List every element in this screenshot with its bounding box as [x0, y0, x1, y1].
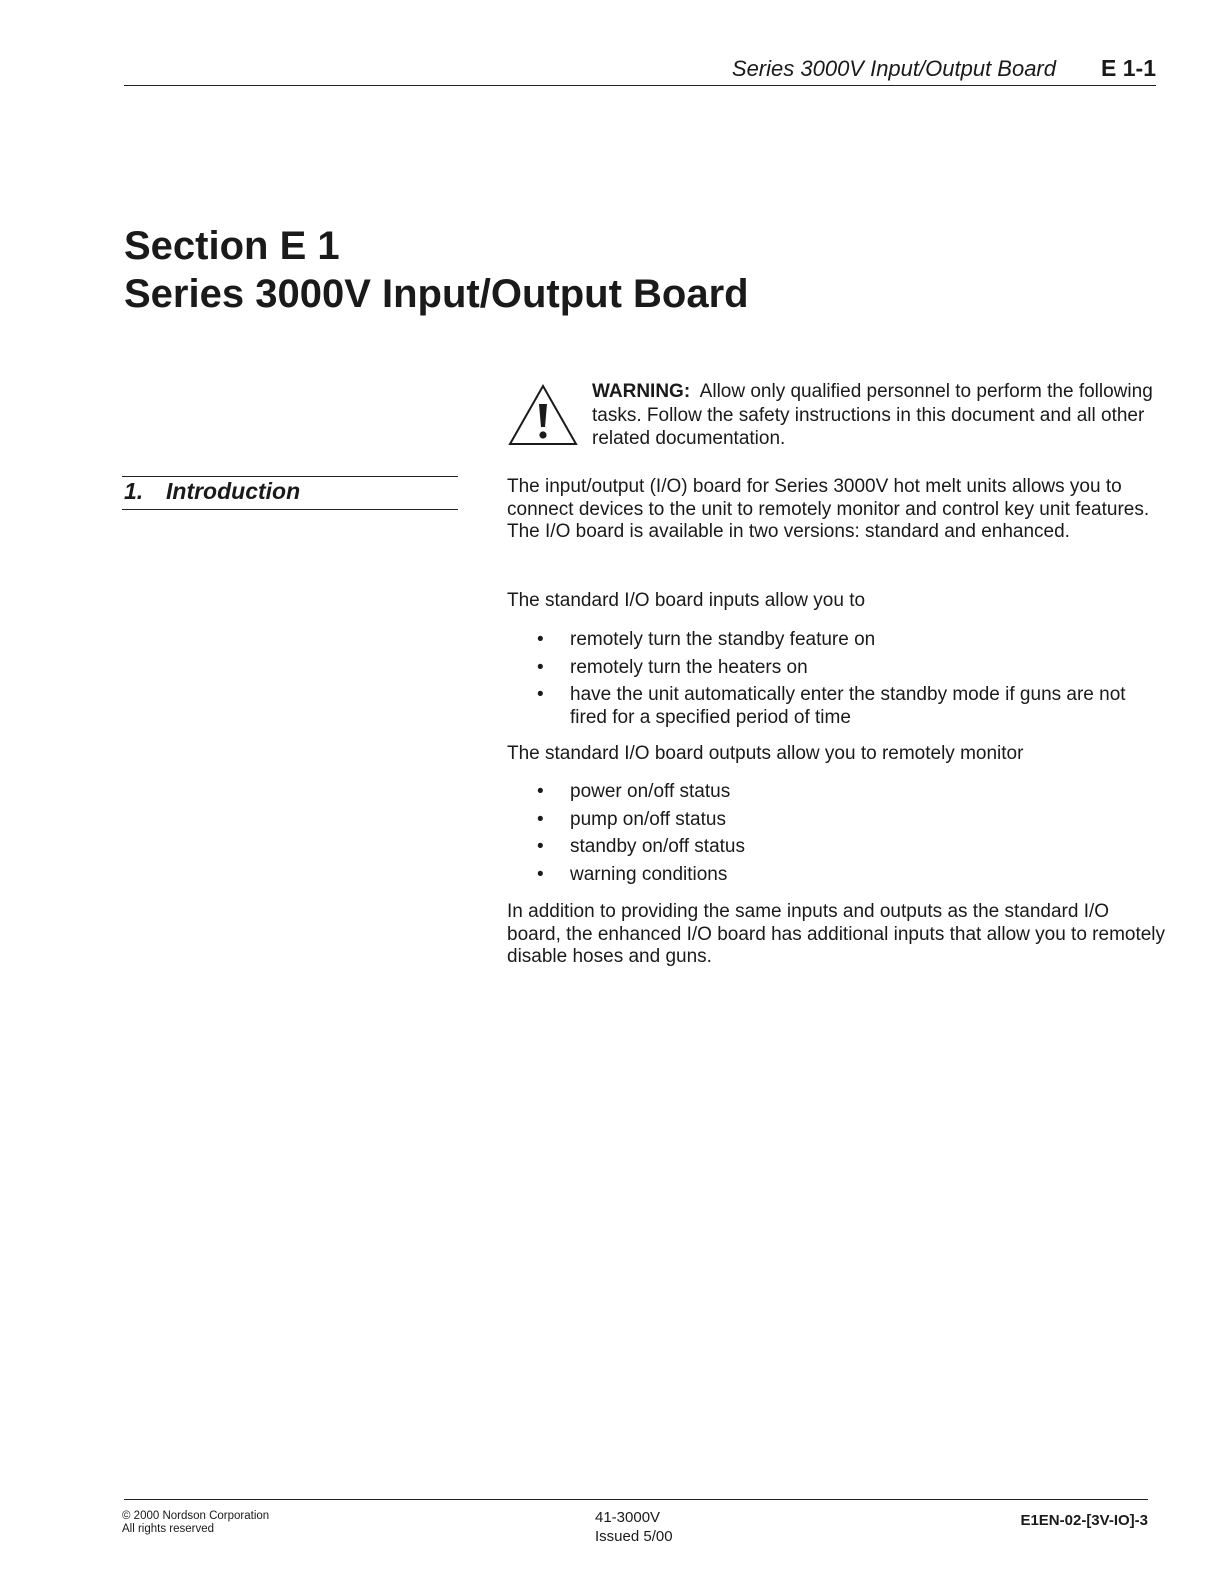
section-title-line2: Series 3000V Input/Output Board	[124, 272, 749, 316]
list-item	[507, 780, 1167, 803]
list-item-text: have the unit automatically enter the standby mode if guns are not fired for a specified period of time	[570, 684, 1126, 728]
list-item	[507, 808, 1167, 831]
rights-text: All rights reserved	[122, 1523, 215, 1535]
list-item-text: pump on/off status	[570, 808, 726, 830]
list-item-text: warning conditions	[570, 863, 728, 885]
heading-number: 1.	[124, 478, 144, 504]
introduction-heading	[124, 478, 300, 505]
warning-message	[592, 380, 1162, 451]
footer-doc-code: E1EN-02-[3V-IO]-3	[1020, 1512, 1148, 1529]
footer-rule	[124, 1499, 1148, 1500]
list-item	[507, 683, 1167, 729]
bullet-icon: •	[537, 781, 544, 802]
header-rule	[124, 85, 1156, 86]
bullet-icon: •	[537, 836, 544, 857]
bullet-icon: •	[537, 863, 544, 885]
footer-part-info	[595, 1508, 673, 1546]
bullet-icon: •	[537, 656, 544, 678]
list-item-text: standby on/off status	[570, 836, 745, 857]
section-title-line1: Section E 1	[124, 224, 340, 268]
intro-paragraph: The input/output (I/O) board for Series 3000V hot melt units allows you to connect devices to the unit to remotely monitor and control key unit features. The I/O board is available in two versions: standard and enhanced.	[507, 476, 1150, 542]
heading-rule-top	[122, 476, 458, 477]
outputs-intro-paragraph: The standard I/O board outputs allow you to remotely monitor	[507, 743, 1024, 764]
inputs-intro-paragraph: The standard I/O board inputs allow you to	[507, 590, 866, 611]
list-item-text: remotely turn the heaters on	[570, 656, 808, 678]
page-number: E 1-1	[1101, 55, 1156, 81]
warning-body: Allow only qualified personnel to perform the following tasks. Follow the safety instructions in this document and all other related documentation.	[592, 381, 1153, 449]
bullet-icon: •	[537, 808, 544, 830]
list-item-text: power on/off status	[570, 781, 731, 802]
list-item	[507, 835, 1167, 858]
part-number: 41-3000V	[595, 1509, 661, 1526]
section-title	[124, 222, 749, 318]
warning-triangle-icon	[508, 384, 578, 446]
bullet-icon: •	[537, 629, 544, 650]
heading-text: Introduction	[166, 478, 301, 504]
copyright-text: © 2000 Nordson Corporation	[122, 1510, 270, 1522]
inputs-list	[507, 628, 1167, 734]
footer-copyright	[122, 1510, 269, 1536]
bullet-icon: •	[537, 684, 544, 705]
issued-date: Issued 5/00	[595, 1528, 673, 1545]
heading-rule-bottom	[122, 509, 458, 510]
outputs-list	[507, 780, 1167, 890]
final-paragraph: In addition to providing the same inputs and outputs as the standard I/O board, the enhanced I/O board has additional inputs that allow you to remotely disable hoses and guns.	[507, 901, 1166, 967]
warning-label: WARNING:	[592, 381, 691, 402]
list-item-text: remotely turn the standby feature on	[570, 629, 876, 650]
list-item	[507, 863, 1167, 886]
running-header-title: Series 3000V Input/Output Board	[731, 56, 1056, 81]
list-item	[507, 628, 1167, 651]
list-item	[507, 656, 1167, 679]
